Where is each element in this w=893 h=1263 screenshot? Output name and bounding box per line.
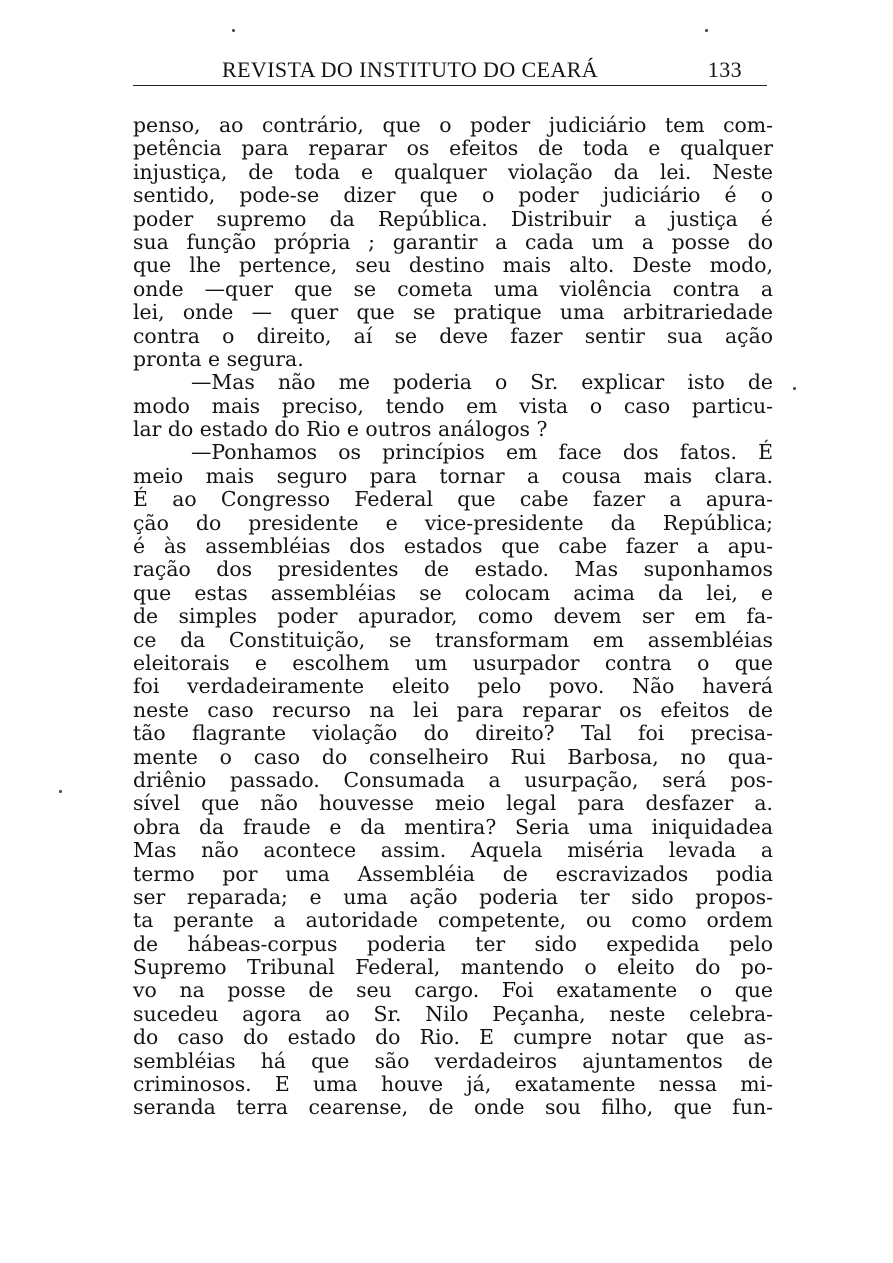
text-line: sua função própria ; garantir a cada um a posse do xyxy=(133,229,773,254)
text-line: —Ponhamos os princípios em face dos fatos. É xyxy=(191,440,773,465)
text-line: É ao Congresso Federal que cabe fazer a apura- xyxy=(133,487,773,512)
print-speck xyxy=(705,29,708,32)
text-line: driênio passado. Consumada a usurpação, será pos- xyxy=(133,767,773,792)
text-line: ção do presidente e vice-presidente da República; xyxy=(133,510,773,535)
text-line: tão flagrante violação do direito? Tal foi precisa- xyxy=(133,721,773,746)
text-line: criminosos. E uma houve já, exatamente nessa mi- xyxy=(133,1072,773,1097)
running-header xyxy=(222,57,742,83)
text-line: ração dos presidentes de estado. Mas suponhamos xyxy=(133,557,773,582)
text-line: sível que não houvesse meio legal para desfazer a. xyxy=(133,791,773,816)
print-speck xyxy=(232,29,235,32)
text-line: petência para reparar os efeitos de toda e qualquer xyxy=(133,136,773,161)
print-speck xyxy=(59,790,62,793)
text-line: ser reparada; e uma ação poderia ter sido propos- xyxy=(133,884,773,909)
text-line: que estas assembléias se colocam acima da lei, e xyxy=(133,580,773,605)
text-line: pronta e segura. xyxy=(133,346,304,371)
text-line: ce da Constituição, se transformam em assembléias xyxy=(133,627,773,652)
text-line: que lhe pertence, seu destino mais alto. Deste modo, xyxy=(133,253,773,278)
text-line: modo mais preciso, tendo em vista o caso particu- xyxy=(133,393,773,418)
text-line: injustiça, de toda e qualquer violação da lei. Neste xyxy=(133,159,773,184)
text-line: contra o direito, aí se deve fazer sentir sua ação xyxy=(133,323,773,348)
text-line: sentido, pode-se dizer que o poder judiciário é o xyxy=(133,183,773,208)
text-line: termo por uma Assembléia de escravizados podia xyxy=(133,861,773,886)
print-speck xyxy=(793,387,796,390)
text-line: eleitorais e escolhem um usurpador contra o que xyxy=(133,650,773,675)
text-line: neste caso recurso na lei para reparar os efeitos de xyxy=(133,697,773,722)
text-line: sembléias há que são verdadeiros ajuntamentos de xyxy=(133,1048,773,1073)
text-line: mente o caso do conselheiro Rui Barbosa, no qua- xyxy=(133,744,773,769)
text-line: poder supremo da República. Distribuir a justiça é xyxy=(133,206,773,231)
text-line: seranda terra cearense, de onde sou filho, que fun- xyxy=(133,1095,773,1120)
header-rule xyxy=(133,85,767,86)
journal-title: REVISTA DO INSTITUTO DO CEARÁ xyxy=(222,57,599,82)
text-line: meio mais seguro para tornar a cousa mais clara. xyxy=(133,463,773,488)
text-line: sucedeu agora ao Sr. Nilo Peçanha, neste celebra- xyxy=(133,1001,773,1026)
text-line: do caso do estado do Rio. E cumpre notar que as- xyxy=(133,1025,773,1050)
text-line: ta perante a autoridade competente, ou como ordem xyxy=(133,908,773,933)
text-line: Mas não acontece assim. Aquela miséria levada a xyxy=(133,838,773,863)
text-line: é às assembléias dos estados que cabe fazer a apu- xyxy=(133,534,773,559)
text-line: foi verdadeiramente eleito pelo povo. Não haverá xyxy=(133,674,773,699)
page-number: 133 xyxy=(707,57,742,82)
text-line: lei, onde — quer que se pratique uma arbitrariedade xyxy=(133,300,773,325)
text-line: vo na posse de seu cargo. Foi exatamente o que xyxy=(133,978,773,1003)
article-body xyxy=(133,114,773,1120)
text-line: obra da fraude e da mentira? Seria uma iniquidadea xyxy=(133,814,773,839)
text-line: lar do estado do Rio e outros análogos ? xyxy=(133,417,548,442)
text-line: onde —quer que se cometa uma violência contra a xyxy=(133,276,773,301)
text-line: de hábeas-corpus poderia ter sido expedida pelo xyxy=(133,931,773,956)
text-line: —Mas não me poderia o Sr. explicar isto de xyxy=(191,370,773,395)
text-line: penso, ao contrário, que o poder judiciário tem com- xyxy=(133,113,773,137)
text-line: de simples poder apurador, como devem ser em fa- xyxy=(133,604,773,629)
text-line: Supremo Tribunal Federal, mantendo o eleito do po- xyxy=(133,955,773,980)
